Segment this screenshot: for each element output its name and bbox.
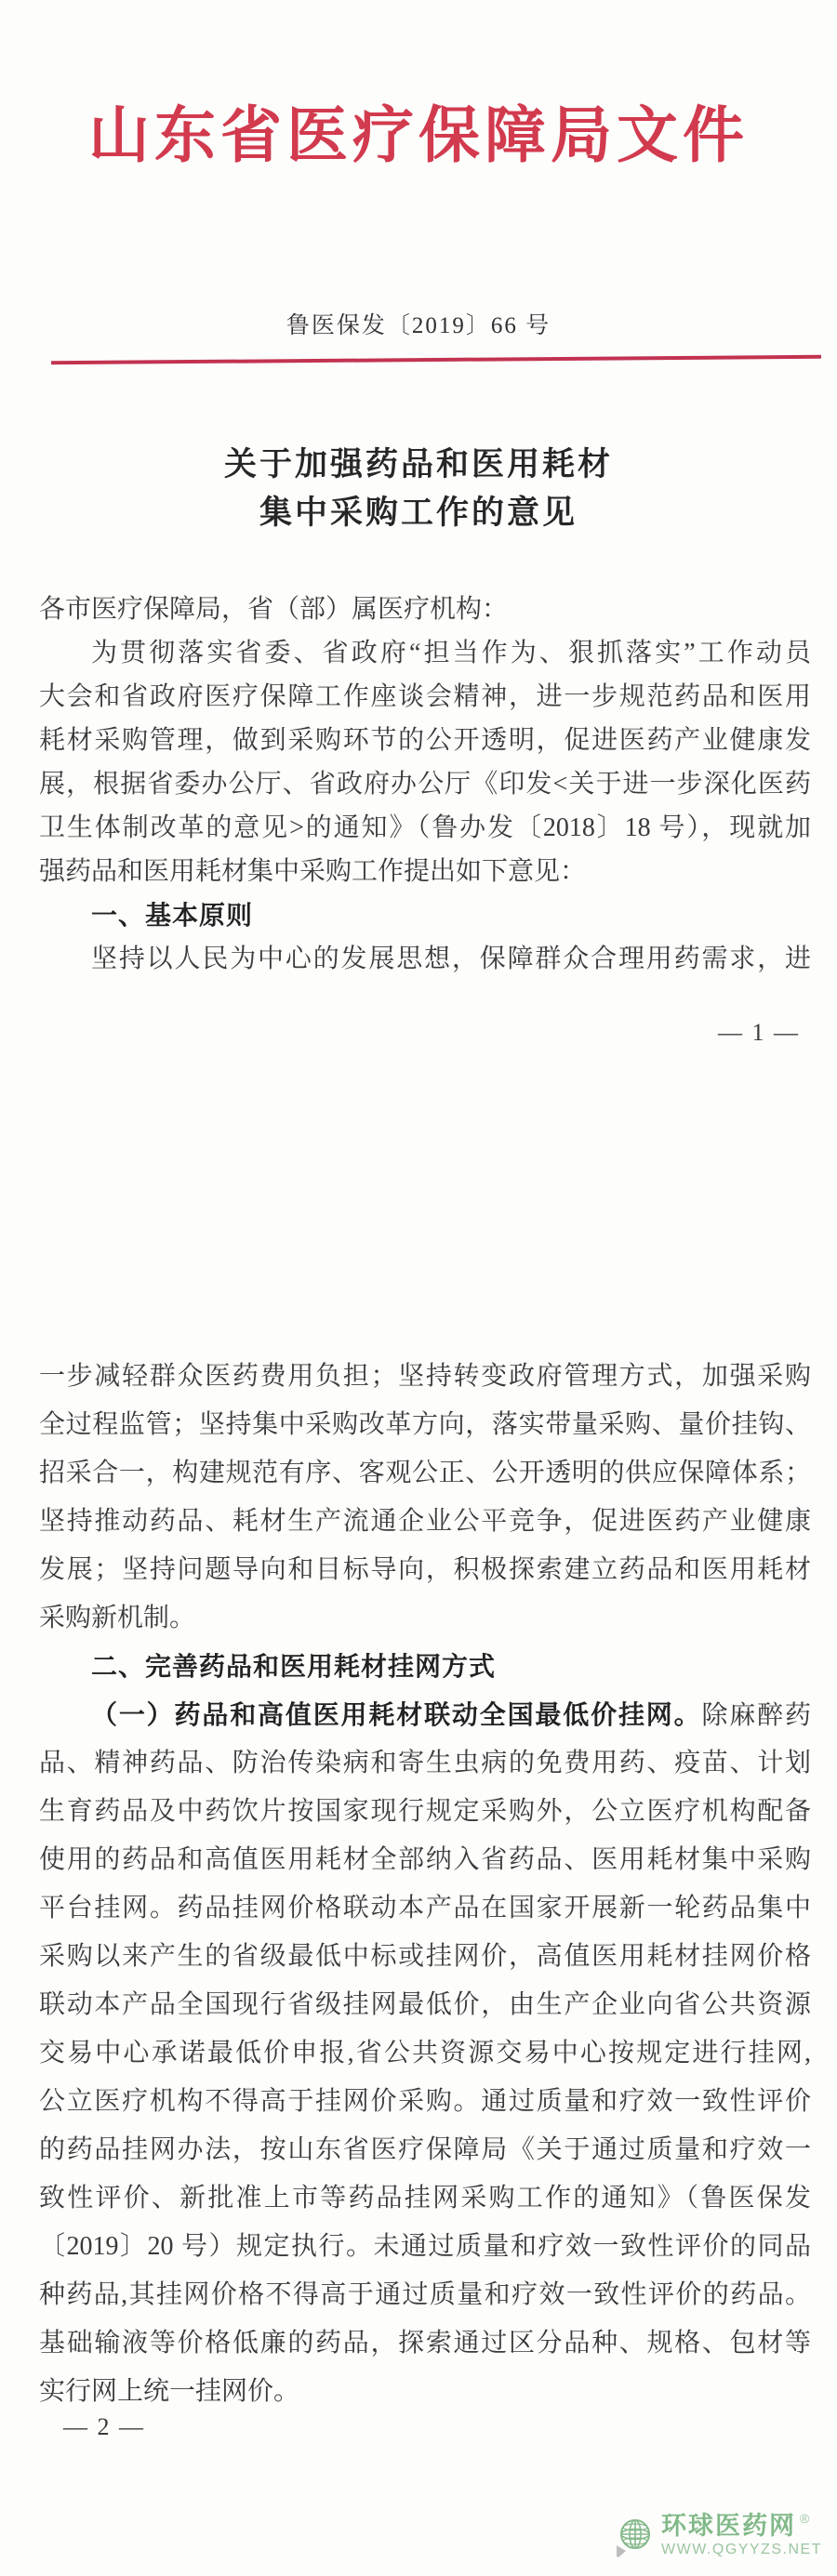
paragraph-line: 致性评价、新批准上市等药品挂网采购工作的通知》（鲁医保发 <box>39 2184 811 2213</box>
doc-title-line1: 关于加强药品和医用耗材 <box>223 446 613 482</box>
paragraph-line: 品、精神药品、防治传染病和寄生虫病的免费用药、疫苗、计划 <box>39 1749 811 1777</box>
paragraph-line: 一步减轻群众医药费用负担；坚持转变政府管理方式，加强采购 <box>39 1362 811 1391</box>
paragraph-line: 耗材采购管理，做到采购环节的公开透明，促进医药产业健康发 <box>39 726 811 755</box>
watermark-text-block <box>661 2512 822 2558</box>
page1-body <box>39 588 811 981</box>
doc-title <box>0 441 837 537</box>
site-watermark <box>615 2512 822 2558</box>
registered-mark-icon: ® <box>800 2511 810 2526</box>
paragraph-line: 采购新机制。 <box>39 1604 196 1632</box>
watermark-brand-row <box>661 2512 822 2540</box>
section2-heading: 二、完善药品和医用耗材挂网方式 <box>91 1652 497 1681</box>
page1-number: — 1 — <box>718 1019 800 1046</box>
watermark-url: WWW.QGYYZS.NET <box>661 2542 822 2557</box>
subsection1-first-line <box>39 1691 811 1739</box>
page2-body <box>39 1353 811 2416</box>
paragraph-line: 生育药品及中药饮片按国家现行规定采购外，公立医疗机构配备 <box>39 1797 811 1826</box>
paragraph-line: 发展；坚持问题导向和目标导向，积极探索建立药品和医用耗材 <box>39 1555 811 1584</box>
paragraph-line: 坚持推动药品、耗材生产流通企业公平竞争，促进医药产业健康 <box>39 1507 811 1536</box>
agency-letterhead: 山东省医疗保障局文件 <box>88 102 749 170</box>
paragraph-line: 为贯彻落实省委、省政府“担当作为、狠抓落实”工作动员 <box>91 639 811 667</box>
paragraph-line: 全过程监管；坚持集中采购改革方向，落实带量采购、量价挂钩、 <box>39 1410 811 1439</box>
paragraph-line: 基础输液等价格低廉的药品，探索通过区分品种、规格、包材等 <box>39 2329 811 2358</box>
paragraph-line: 使用的药品和高值医用耗材全部纳入省药品、医用耗材集中采购 <box>39 1845 811 1874</box>
paragraph-line: 平台挂网。药品挂网价格联动本产品在国家开展新一轮药品集中 <box>39 1894 811 1922</box>
page2-number: — 2 — <box>63 2413 145 2440</box>
globe-icon <box>615 2516 654 2558</box>
section1-heading: 一、基本原则 <box>91 901 254 930</box>
paragraph-line: 〔2019〕20 号）规定执行。未通过质量和疗效一致性评价的同品 <box>39 2232 811 2261</box>
paragraph-line: 展，根据省委办公厅、省政府办公厅《印发<关于进一步深化医药 <box>39 770 811 799</box>
paragraph-line: 的药品挂网办法，按山东省医疗保障局《关于通过质量和疗效一 <box>39 2135 811 2164</box>
paragraph-line: 强药品和医用耗材集中采购工作提出如下意见： <box>39 857 587 886</box>
salutation: 各市医疗保障局，省（部）属医疗机构： <box>39 595 509 624</box>
paragraph-line: 种药品,其挂网价格不得高于通过质量和疗效一致性评价的药品。 <box>39 2280 811 2309</box>
paragraph-line: 采购以来产生的省级最低中标或挂网价，高值医用耗材挂网价格 <box>39 1942 811 1971</box>
paragraph-line: 卫生体制改革的意见>的通知》（鲁办发〔2018〕18 号），现就加 <box>39 813 811 842</box>
paragraph-line: 交易中心承诺最低价申报,省公共资源交易中心按规定进行挂网, <box>39 2039 811 2067</box>
red-separator-rule <box>51 355 821 365</box>
subsection1-text-start: 除麻醉药 <box>701 1701 811 1730</box>
paragraph-line: 联动本产品全国现行省级挂网最低价，由生产企业向省公共资源 <box>39 1990 811 2019</box>
paragraph-line: 大会和省政府医疗保障工作座谈会精神，进一步规范药品和医用 <box>39 682 811 711</box>
subsection1-heading: （一）药品和高值医用耗材联动全国最低价挂网。 <box>91 1700 702 1729</box>
watermark-brand: 环球医药网 <box>661 2512 796 2540</box>
paragraph-line: 坚持以人民为中心的发展思想，保障群众合理用药需求，进 <box>91 945 811 973</box>
doc-reference-number: 鲁医保发〔2019〕66 号 <box>286 313 551 338</box>
doc-title-line2: 集中采购工作的意见 <box>259 495 578 531</box>
paragraph-line: 公立医疗机构不得高于挂网价采购。通过质量和疗效一致性评价 <box>39 2087 811 2116</box>
paragraph-line: 招采合一，构建规范有序、客观公正、公开透明的供应保障体系； <box>39 1459 811 1487</box>
paragraph-line: 实行网上统一挂网价。 <box>39 2377 300 2406</box>
